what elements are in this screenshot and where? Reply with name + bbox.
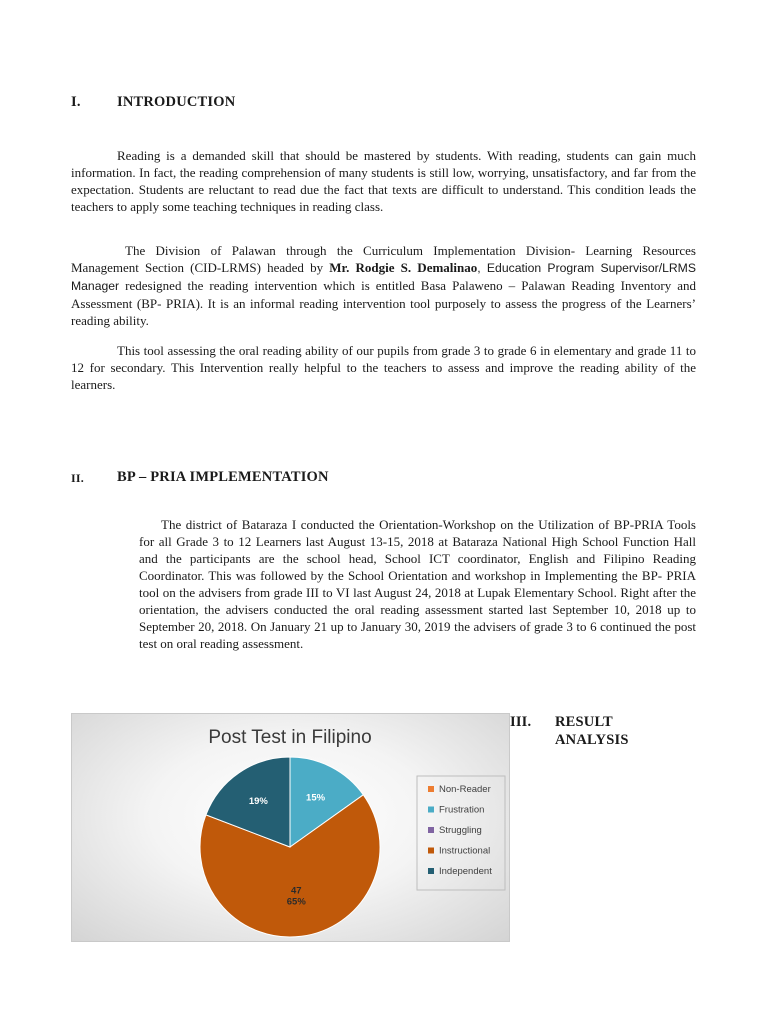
intro-paragraph-1: Reading is a demanded skill that should be mastered by students. With reading, students can gain much information. In fact, the reading comprehension of many students is still low, worrying, unsatisfactory, and far from the expectation. Students are reluctant to read due the fact that texts are difficult to understand. This condition leads the teachers to apply some teaching techniques in reading class. <box>71 148 696 214</box>
section-3-title-line-2: ANALYSIS <box>555 732 629 748</box>
section-3-heading <box>510 714 690 754</box>
post-test-pie-chart <box>71 713 510 942</box>
intro-p2-text-c: redesigned the reading intervention which is entitled Basa Palaweno – Palawan Reading Inventory and Assessment (BP- PRIA). It is an informal reading intervention tool purposely to assess the progress of the Learners’ reading ability. <box>71 278 696 328</box>
legend-swatch-instructional <box>428 848 434 854</box>
chart-title: Post Test in Filipino <box>208 727 372 748</box>
section-3-number: III. <box>510 714 532 730</box>
legend-label-struggling: Struggling <box>439 825 482 836</box>
section-1-number: I. <box>71 94 81 110</box>
pie-chart-svg <box>72 714 511 943</box>
pie-label-instructional: 47 65% <box>286 885 306 908</box>
intro-p2-position: , Education Program Supervisor/LRMS Manager <box>71 261 696 293</box>
section-2-number: II. <box>71 471 84 485</box>
section-3-title-line-1: RESULT <box>555 714 613 730</box>
legend-label-instructional: Instructional <box>439 845 491 857</box>
legend-swatch-frustration <box>428 807 434 813</box>
legend-swatch-non-reader <box>428 786 434 792</box>
implementation-paragraph: The district of Bataraza I conducted the Orientation-Workshop on the Utilization of BP-PRIA Tools for all Grade 3 to 12 Learners last August 13-15, 2018 at Bataraza National High School Function Hall and the participants are the school head, School ICT coordinator, English and Filipino Reading Coordinator. This was followed by the School Orientation and workshop in Implementing the BP- PRIA tool on the advisers from grade III to VI last August 24, 2018 at Lupak Elementary School. Right after the orientation, the advisers conducted the oral reading assessment started last September 10, 2018 up to September 20, 2018. On January 21 up to January 30, 2019 the advisers of grade 3 to 6 continued the post test on oral reading assessment. <box>139 517 696 651</box>
legend-label-independent: Independent <box>439 866 492 877</box>
legend-label-non-reader: Non-Reader <box>439 784 491 795</box>
section-1-title: INTRODUCTION <box>117 94 236 110</box>
legend-swatch-struggling <box>428 827 434 833</box>
legend-swatch-independent <box>428 868 434 874</box>
intro-paragraph-2 <box>71 242 696 329</box>
pie-label-frustration: 15% <box>306 792 326 804</box>
intro-paragraph-3: This tool assessing the oral reading ability of our pupils from grade 3 to grade 6 in elementary and grade 11 to 12 for secondary. This Intervention really helpful to the teachers to assess and improve the reading ability of the learners. <box>71 343 696 392</box>
section-2-title: BP – PRIA IMPLEMENTATION <box>117 469 329 485</box>
legend-label-frustration: Frustration <box>439 804 485 816</box>
intro-p2-text-a: The Division of Palawan through the Curriculum Implementation Division- Learning Resources Management Section (CID-LRMS) headed by <box>71 243 696 275</box>
intro-p2-manager-name: Mr. Rodgie S. Demalinao <box>329 260 478 275</box>
pie-label-independent: 19% <box>248 796 268 808</box>
section-2-heading <box>71 469 471 489</box>
section-1-heading <box>71 94 371 114</box>
